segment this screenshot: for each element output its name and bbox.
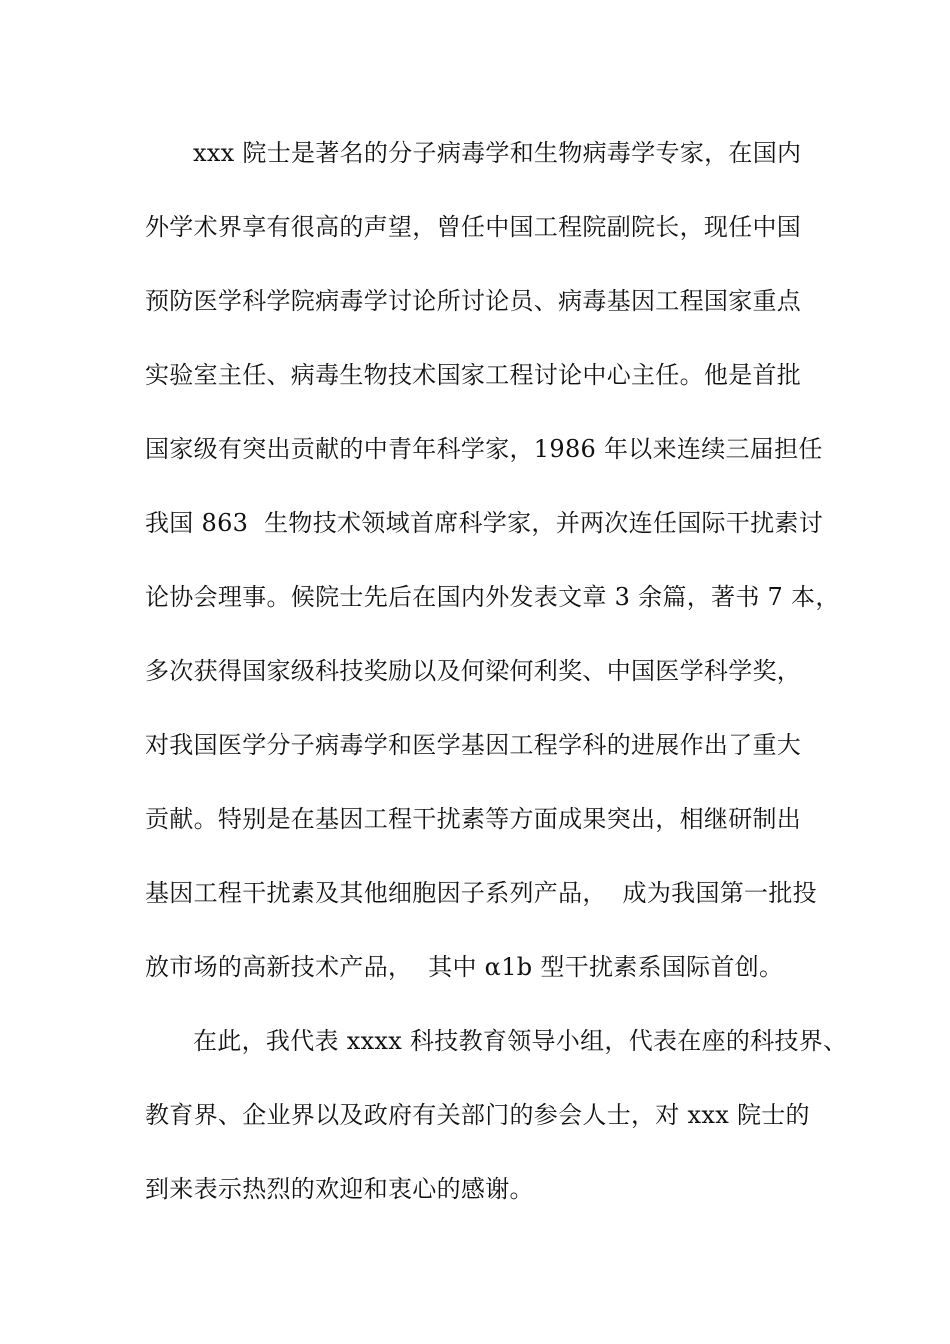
text-line: 对我国医学分子病毒学和医学基因工程学科的进展作出了重大 — [145, 731, 802, 759]
text-line: xxx 院士是著名的分子病毒学和生物病毒学专家，在国内 — [193, 139, 802, 167]
text-line: 教育界、企业界以及政府有关部门的参会人士，对 xxx 院士的 — [145, 1101, 810, 1129]
text-line: 我国 863 生物技术领域首席科学家，并两次连任国际干扰素讨 — [145, 509, 823, 537]
text-line: 基因工程干扰素及其他细胞因子系列产品， 成为我国第一批投 — [145, 879, 817, 907]
text-line: 实验室主任、病毒生物技术国家工程讨论中心主任。他是首批 — [145, 361, 802, 389]
text-line: 多次获得国家级科技奖励以及何梁何利奖、中国医学科学奖， — [145, 657, 802, 685]
paragraph-2 — [145, 1020, 848, 1242]
text-line: 放市场的高新技术产品， 其中 α1b 型干扰素系国际首创。 — [145, 953, 784, 981]
text-line: 预防医学科学院病毒学讨论所讨论员、病毒基因工程国家重点 — [145, 287, 802, 315]
document-body — [145, 132, 848, 1242]
text-line: 外学术界享有很高的声望，曾任中国工程院副院长，现任中国 — [145, 213, 802, 241]
text-line: 贡献。特别是在基因工程干扰素等方面成果突出，相继研制出 — [145, 805, 802, 833]
text-line: 在此，我代表 xxxx 科技教育领导小组，代表在座的科技界、 — [193, 1027, 848, 1055]
text-line: 论协会理事。候院士先后在国内外发表文章 3 余篇，著书 7 本， — [145, 583, 840, 611]
paragraph-1 — [145, 132, 840, 1020]
text-line: 到来表示热烈的欢迎和衷心的感谢。 — [145, 1175, 534, 1203]
text-line: 国家级有突出贡献的中青年科学家，1986 年以来连续三届担任 — [145, 435, 823, 463]
